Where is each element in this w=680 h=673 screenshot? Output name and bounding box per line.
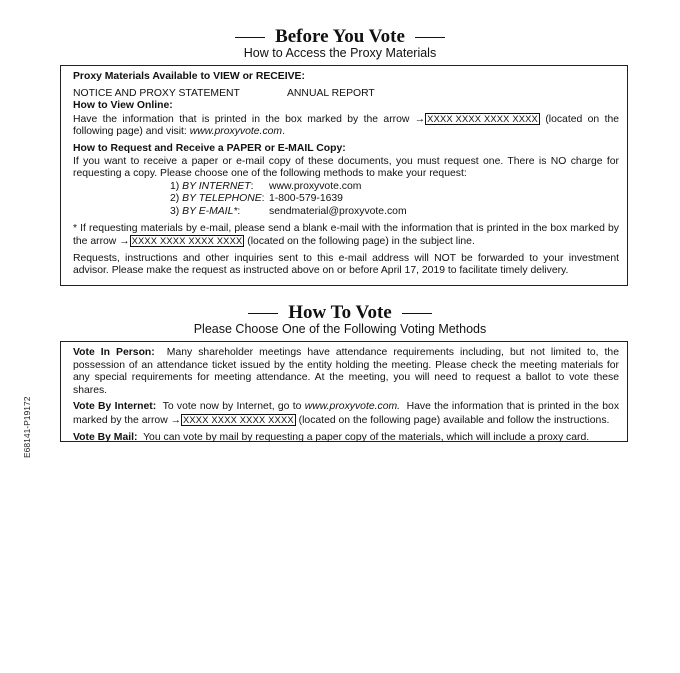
vote-by-mail: Vote By Mail: You can vote by mail by requesting a paper copy of the materials, which will include a proxy card. [73,431,590,443]
proxy-materials-box [60,65,628,286]
document-code: E68141-P19172 [22,396,32,458]
title-rule-right [415,37,445,38]
arrow-icon: → [414,113,426,125]
title-rule-left [248,313,278,314]
voting-methods-box [60,341,628,442]
before-you-vote-title [0,26,680,48]
arrow-icon: → [119,236,130,248]
method-internet: 1) BY INTERNET: www.proxyvote.com [170,180,362,192]
title-rule-left [235,37,265,38]
view-online-text: Have the information that is printed in the box marked by the arrow → XXXX XXXX XXXX XXXX (located on the following page) and visit: www.proxyvote.com. [73,113,620,138]
control-number-box: XXXX XXXX XXXX XXXX [427,113,538,124]
title-rule-right [402,313,432,314]
method-telephone-value[interactable]: 1-800-579-1639 [269,193,343,205]
control-number-box: XXXX XXXX XXXX XXXX [131,236,243,247]
how-subtitle: Please Choose One of the Following Voting Methods [193,322,487,336]
method-email-value[interactable]: sendmaterial@proxyvote.com [269,205,407,217]
method-email: 3) BY E-MAIL*: sendmaterial@proxyvote.com [170,205,407,217]
method-internet-value[interactable]: www.proxyvote.com [269,180,362,192]
how-to-vote-title [0,302,680,324]
arrow-icon: → [170,414,181,426]
document-notice: NOTICE AND PROXY STATEMENT [73,87,240,99]
email-note: * If requesting materials by e-mail, please send a blank e-mail with the information that is printed in the box marked by the arrow → XXXX XXXX XXXX XXXX (located on the following page) in the subject line. [73,222,619,248]
request-text: If you want to receive a paper or e-mail copy of these documents, you must request one. There is NO charge for requesting a copy. Please choose one of the following methods to make your request: [73,155,619,180]
vote-url-link[interactable]: www.proxyvote.com. [304,401,401,413]
control-number-box: XXXX XXXX XXXX XXXX [183,414,294,425]
before-title-text: Before You Vote [275,26,405,47]
before-subtitle: How to Access the Proxy Materials [243,46,437,60]
view-online-heading: How to View Online: [73,100,173,112]
materials-heading: Proxy Materials Available to VIEW or RECEIVE: [73,71,305,82]
request-methods [170,181,619,219]
materials-list [73,88,619,101]
vote-by-internet: Vote By Internet: To vote now by Internet, go to www.proxyvote.com. Have the information that is printed in the box marked by the arrow → XXXX XXXX XXXX XXXX (located on the following page) available and follow the instructions. [73,401,620,426]
request-heading: How to Request and Receive a PAPER or E-MAIL Copy: [73,142,346,154]
method-telephone: 2) BY TELEPHONE: 1-800-579-1639 [170,193,343,205]
document-annual-report: ANNUAL REPORT [287,87,375,99]
vote-in-person: Vote In Person: Many shareholder meetings have attendance requirements including, but not limited to, the possession of an attendance ticket issued by the entity holding the meeting. Please check the meeting materials for any special requirements for meeting attendance. At the meeting, you will need to request a ballot to vote these shares. [73,347,619,396]
closing-text: Requests, instructions and other inquiries sent to this e-mail address will NOT be forwarded to your investment advisor. Please make the request as instructed above on or before April 17, 2019 to facilitate timely delivery. [73,252,619,277]
proxyvote-link[interactable]: www.proxyvote.com [189,126,283,138]
how-title-text: How To Vote [288,302,392,323]
